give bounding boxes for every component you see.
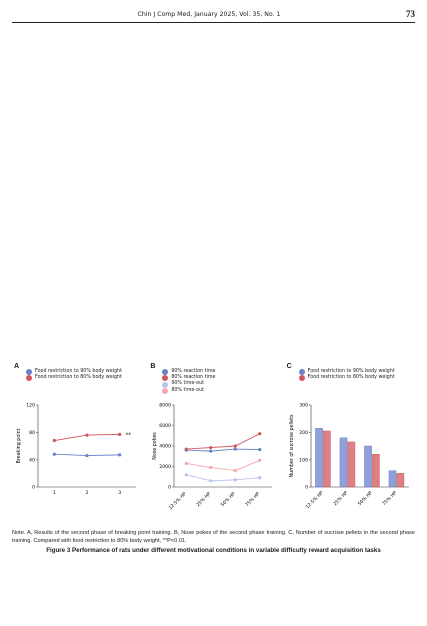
- left-column: [12, 29, 208, 359]
- panel-c: [285, 363, 415, 523]
- y-tick-label: 0: [168, 485, 172, 491]
- data-point: [234, 447, 237, 450]
- data-point: [234, 469, 237, 472]
- y-tick-label: 6000: [159, 424, 172, 430]
- data-point: [258, 448, 261, 451]
- bar: [364, 446, 371, 487]
- bar: [347, 442, 354, 487]
- chart-a: [12, 363, 144, 523]
- y-tick-label: 0: [304, 485, 308, 491]
- x-tick-label: 12.5% HP: [168, 491, 188, 512]
- data-point: [85, 454, 88, 457]
- series-line: [187, 460, 261, 470]
- legend-label: 80% reaction time: [171, 375, 216, 381]
- bar: [315, 428, 322, 487]
- legend-label: Food restriction to 80% body weight: [35, 375, 122, 381]
- data-point: [209, 450, 212, 453]
- data-point: [209, 466, 212, 469]
- data-point: [209, 479, 212, 482]
- series-line: [187, 434, 261, 449]
- x-tick-label: 75% HP: [381, 490, 398, 508]
- panel-b: [148, 363, 278, 523]
- legend-label: Food restriction to 90% body weight: [35, 369, 122, 374]
- series-line: [187, 449, 261, 451]
- chart-b: [148, 363, 280, 523]
- running-header: [12, 8, 415, 23]
- figure-caption: [12, 529, 415, 556]
- x-tick-label: 75% HP: [245, 491, 262, 509]
- y-axis-label: Number of sucrose pellets: [289, 414, 295, 478]
- bar: [340, 438, 347, 487]
- y-axis-label: Nose pokes: [153, 432, 159, 460]
- x-tick-label: 25% HP: [196, 491, 213, 509]
- x-tick-label: 3: [118, 491, 122, 496]
- legend-label: Food restriction to 90% body weight: [307, 369, 395, 374]
- y-tick-label: 200: [298, 430, 308, 436]
- y-tick-label: 300: [298, 403, 308, 409]
- x-tick-label: 50% HP: [357, 490, 374, 508]
- caption-note-en: Note. A, Results of the second phase of breaking point training. B, Nose pokes of the second phase training. C, Number of sucrose pellets in the second phase training. Compared with food restriction to 80% body weight, **P<0.01.: [12, 530, 415, 544]
- body-columns: [12, 29, 415, 359]
- bar: [396, 473, 403, 487]
- data-point: [258, 459, 261, 462]
- y-tick-label: 8000: [159, 403, 172, 409]
- legend-label: 80% time-out: [171, 387, 205, 393]
- y-tick-label: 100: [298, 458, 308, 464]
- data-point: [234, 444, 237, 447]
- panel-label-b: B: [150, 363, 156, 370]
- x-tick-label: 2: [85, 491, 89, 496]
- data-point: [234, 478, 237, 481]
- y-tick-label: 4000: [159, 444, 172, 450]
- right-column: [217, 29, 413, 359]
- significance-mark: **: [125, 432, 132, 439]
- y-tick-label: 80: [29, 430, 35, 436]
- bar: [389, 471, 396, 487]
- data-point: [185, 447, 188, 450]
- series-line: [187, 475, 261, 481]
- legend-label: Food restriction to 80% body weight: [307, 375, 395, 381]
- x-tick-label: 25% HP: [332, 490, 349, 508]
- x-tick-label: 12.5% HP: [305, 490, 325, 511]
- x-tick-label: 1: [52, 491, 56, 496]
- data-point: [85, 433, 88, 436]
- data-point: [258, 432, 261, 435]
- y-tick-label: 120: [26, 403, 35, 409]
- x-tick-label: 50% HP: [220, 491, 237, 509]
- data-point: [185, 462, 188, 465]
- legend-label: 90% reaction time: [171, 369, 216, 374]
- y-tick-label: 40: [29, 458, 35, 464]
- data-point: [53, 439, 56, 442]
- chart-c: [285, 363, 417, 523]
- legend-label: 90% time-out: [171, 381, 205, 387]
- panel-label-a: A: [14, 363, 20, 370]
- panel-a: [12, 363, 142, 523]
- bar: [323, 431, 330, 487]
- page-number: 73: [405, 9, 415, 19]
- journal-title-en: Chin J Comp Med, January 2025, Vol. 35, No. 1: [137, 10, 281, 18]
- data-point: [53, 453, 56, 456]
- data-point: [118, 453, 121, 456]
- data-point: [185, 473, 188, 476]
- panel-label-c: C: [286, 363, 292, 370]
- y-tick-label: 2000: [159, 465, 172, 471]
- figure-3: [12, 363, 415, 523]
- data-point: [209, 446, 212, 449]
- figure-title-en: Figure 3 Performance of rats under different motivational conditions in variable difficulty reward acquisition tasks: [46, 547, 381, 554]
- data-point: [118, 433, 121, 436]
- y-tick-label: 0: [32, 485, 35, 491]
- data-point: [258, 476, 261, 479]
- y-axis-label: Breaking point: [17, 428, 22, 464]
- bar: [372, 454, 379, 487]
